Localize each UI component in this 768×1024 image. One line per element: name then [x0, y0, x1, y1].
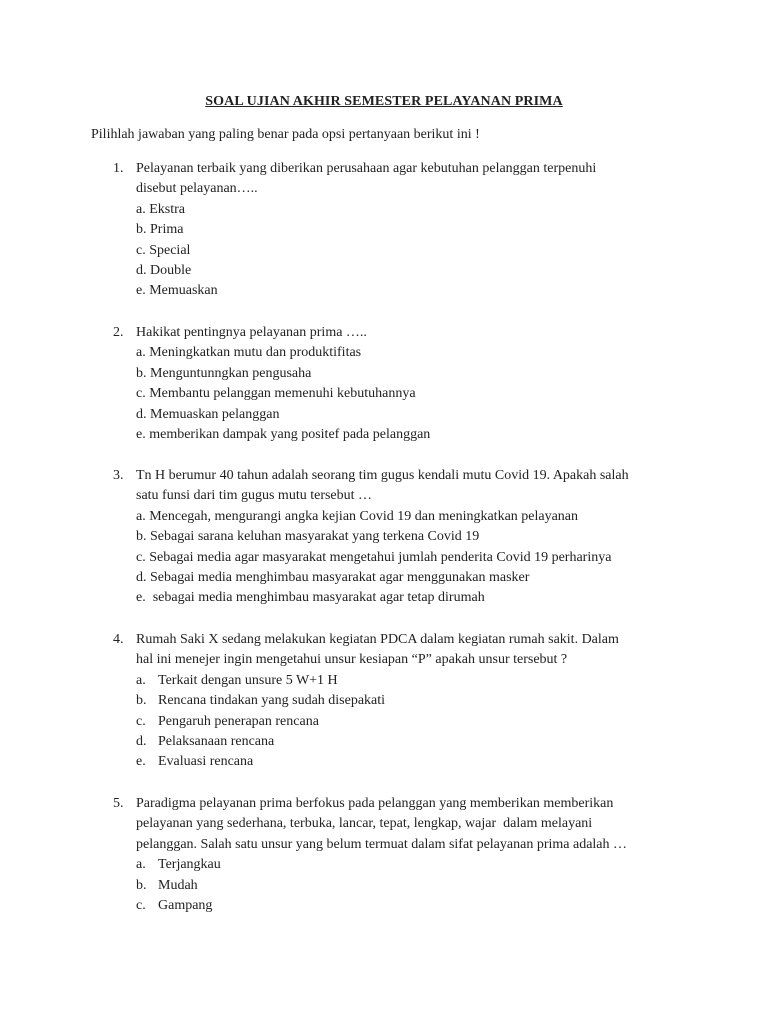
answer-option	[113, 425, 693, 445]
option-letter: a.	[136, 672, 146, 688]
option-text: Mudah	[158, 877, 198, 893]
answer-option	[113, 384, 693, 404]
answer-option	[113, 896, 693, 916]
option-letter: c.	[136, 242, 146, 258]
answer-option	[113, 261, 693, 281]
question-number: 5.	[113, 796, 124, 811]
question-text: hal ini menejer ingin mengetahui unsur kesiapan “P” apakah unsur tersebut ?	[136, 652, 568, 668]
question-number: 1.	[113, 161, 124, 176]
option-letter: b.	[136, 693, 147, 709]
answer-option	[113, 507, 693, 527]
option-letter: d.	[136, 733, 147, 749]
option-letter: e.	[136, 426, 146, 442]
option-letter: a.	[136, 201, 146, 217]
answer-option	[113, 671, 693, 691]
option-letter: c.	[136, 897, 146, 913]
option-text: Rencana tindakan yang sudah disepakati	[158, 693, 386, 709]
answer-option	[113, 241, 693, 261]
answer-option	[113, 343, 693, 363]
option-letter: b.	[136, 365, 147, 381]
option-text: Membantu pelanggan memenuhi kebutuhannya	[149, 386, 416, 402]
question-4	[113, 630, 693, 773]
answer-option	[113, 200, 693, 220]
question-text: satu funsi dari tim gugus mutu tersebut …	[136, 488, 373, 504]
option-letter: b.	[136, 222, 147, 238]
option-text: Pelaksanaan rencana	[158, 733, 275, 749]
option-letter: d.	[136, 569, 147, 585]
question-text: Hakikat pentingnya pelayanan prima …..	[136, 325, 367, 340]
option-letter: c.	[136, 386, 146, 402]
option-text: Mencegah, mengurangi angka kejian Covid 19 dan meningkatkan pelayanan	[149, 508, 579, 524]
option-letter: b.	[136, 877, 147, 893]
option-text: Terjangkau	[158, 857, 221, 873]
answer-option	[113, 405, 693, 425]
question-number: 2.	[113, 325, 124, 340]
answer-option	[113, 855, 693, 875]
instructions: Pilihlah jawaban yang paling benar pada opsi pertanyaan berikut ini !	[91, 127, 480, 142]
option-letter: b.	[136, 529, 147, 545]
page-title: SOAL UJIAN AKHIR SEMESTER PELAYANAN PRIMA	[205, 94, 563, 109]
option-text: Memuaskan	[149, 283, 218, 299]
option-text: sebagai media menghimbau masyarakat agar tetap dirumah	[149, 590, 485, 606]
option-text: Ekstra	[149, 201, 185, 217]
option-letter: a.	[136, 345, 146, 361]
answer-option	[113, 732, 693, 752]
question-text: pelanggan. Salah satu unsur yang belum termuat dalam sifat pelayanan prima adalah …	[136, 836, 628, 852]
answer-option	[113, 220, 693, 240]
option-letter: d.	[136, 262, 147, 278]
option-text: Sebagai sarana keluhan masyarakat yang terkena Covid 19	[150, 529, 480, 545]
question-2	[113, 323, 693, 445]
question-text: disebut pelayanan…..	[136, 181, 258, 197]
question-text: Tn H berumur 40 tahun adalah seorang tim gugus kendali mutu Covid 19. Apakah salah	[136, 468, 629, 483]
option-text: Menguntunngkan pengusaha	[150, 365, 312, 381]
question-3	[113, 466, 693, 609]
question-text: Rumah Saki X sedang melakukan kegiatan PDCA dalam kegiatan rumah sakit. Dalam	[136, 632, 619, 647]
option-letter: e.	[136, 590, 146, 606]
option-text: Special	[149, 242, 191, 258]
question-text: Pelayanan terbaik yang diberikan perusahaan agar kebutuhan pelanggan terpenuhi	[136, 161, 597, 176]
option-text: Sebagai media menghimbau masyarakat agar menggunakan masker	[150, 569, 530, 585]
answer-option	[113, 752, 693, 772]
option-text: memberikan dampak yang positef pada pelanggan	[149, 426, 431, 442]
option-text: Prima	[150, 222, 184, 238]
question-number: 4.	[113, 632, 124, 647]
option-letter: d.	[136, 406, 147, 422]
option-text: Sebagai media agar masyarakat mengetahui jumlah penderita Covid 19 perharinya	[149, 549, 612, 565]
option-text: Evaluasi rencana	[158, 754, 254, 770]
answer-option	[113, 588, 693, 608]
option-letter: a.	[136, 857, 146, 873]
option-text: Meningkatkan mutu dan produktifitas	[149, 345, 362, 361]
question-number: 3.	[113, 468, 124, 483]
question-text: Paradigma pelayanan prima berfokus pada pelanggan yang memberikan memberikan	[136, 796, 614, 811]
option-letter: e.	[136, 283, 146, 299]
answer-option	[113, 876, 693, 896]
answer-option	[113, 568, 693, 588]
option-letter: a.	[136, 508, 146, 524]
question-5	[113, 794, 693, 916]
option-text: Terkait dengan unsure 5 W+1 H	[158, 672, 338, 688]
answer-option	[113, 548, 693, 568]
answer-option	[113, 691, 693, 711]
answer-option	[113, 364, 693, 384]
answer-option	[113, 281, 693, 301]
option-text: Gampang	[158, 897, 213, 913]
question-1	[113, 159, 693, 302]
option-letter: c.	[136, 549, 146, 565]
answer-option	[113, 527, 693, 547]
option-letter: e.	[136, 754, 146, 770]
option-text: Memuaskan pelanggan	[150, 406, 280, 422]
option-text: Double	[150, 262, 192, 278]
question-text: pelayanan yang sederhana, terbuka, lancar, tepat, lengkap, wajar dalam melayani	[136, 816, 593, 832]
option-letter: c.	[136, 713, 146, 729]
answer-option	[113, 712, 693, 732]
option-text: Pengaruh penerapan rencana	[158, 713, 319, 729]
